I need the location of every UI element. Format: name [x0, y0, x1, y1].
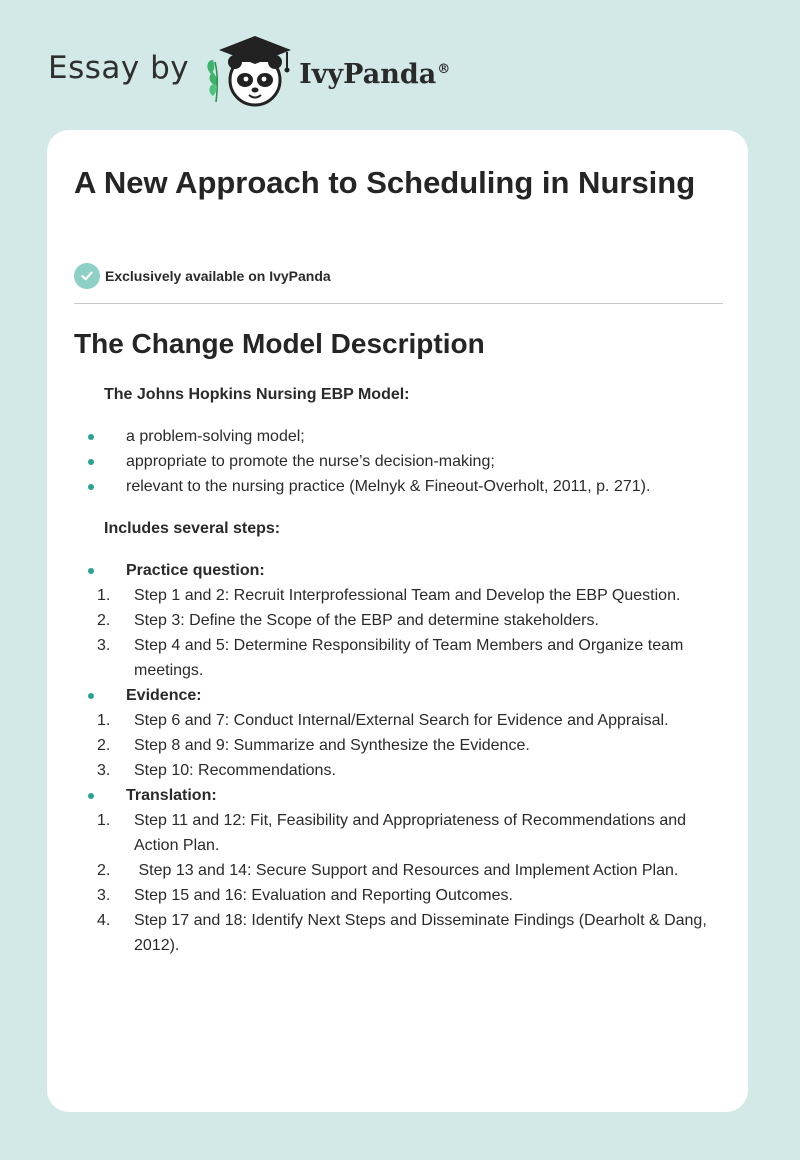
step-number: 3. — [97, 762, 111, 779]
step-item — [74, 583, 724, 608]
phase-item — [74, 783, 724, 958]
phase-title: Evidence: — [126, 687, 202, 704]
step-text: Step 11 and 12: Fit, Feasibility and Appropriateness of Recommendations and Action Plan. — [134, 812, 687, 854]
list-item: relevant to the nursing practice (Melnyk & Fineout-Overholt, 2011, p. 271). — [74, 474, 724, 499]
panda-graduate-icon — [203, 34, 299, 110]
step-list — [74, 708, 724, 783]
step-item — [74, 733, 724, 758]
step-number: 1. — [97, 587, 111, 604]
brand-name-text: IvyPanda — [299, 58, 437, 90]
step-item — [74, 633, 724, 683]
exclusive-label: Exclusively available on IvyPanda — [105, 268, 331, 284]
model-points-list — [74, 424, 724, 499]
step-text: Step 4 and 5: Determine Responsibility of Team Members and Organize team meetings. — [134, 637, 684, 679]
step-item — [74, 883, 724, 908]
step-item — [74, 858, 724, 883]
step-list — [74, 583, 724, 683]
step-number: 2. — [97, 612, 111, 629]
step-number: 1. — [97, 812, 111, 829]
brand-prefix: Essay by — [48, 50, 190, 86]
step-item — [74, 708, 724, 733]
step-number: 3. — [97, 887, 111, 904]
brand-name — [299, 59, 450, 90]
registered-mark: ® — [437, 61, 451, 77]
site-brand[interactable] — [48, 34, 450, 110]
step-text: Step 1 and 2: Recruit Interprofessional Team and Develop the EBP Question. — [134, 587, 681, 604]
step-number: 4. — [97, 912, 111, 929]
step-number: 2. — [97, 737, 111, 754]
step-number: 3. — [97, 637, 111, 654]
essay-card — [47, 130, 748, 1112]
step-text: Step 13 and 14: Secure Support and Resources and Implement Action Plan. — [134, 862, 679, 879]
essay-body — [74, 382, 724, 958]
step-text: Step 10: Recommendations. — [134, 762, 336, 779]
step-list — [74, 808, 724, 958]
step-text: Step 8 and 9: Summarize and Synthesize the Evidence. — [134, 737, 530, 754]
phase-title: Translation: — [126, 787, 217, 804]
step-item — [74, 908, 724, 958]
step-item — [74, 608, 724, 633]
exclusive-badge — [74, 263, 331, 289]
step-number: 1. — [97, 712, 111, 729]
list-item: a problem-solving model; — [74, 424, 724, 449]
phase-item — [74, 558, 724, 683]
step-item — [74, 758, 724, 783]
page-title: A New Approach to Scheduling in Nursing — [74, 165, 696, 200]
phases-list — [74, 558, 724, 958]
divider — [74, 303, 723, 304]
step-text: Step 3: Define the Scope of the EBP and determine stakeholders. — [134, 612, 599, 629]
list-item: appropriate to promote the nurse’s decision-making; — [74, 449, 724, 474]
step-number: 2. — [97, 862, 111, 879]
check-icon — [74, 263, 100, 289]
step-text: Step 6 and 7: Conduct Internal/External Search for Evidence and Appraisal. — [134, 712, 669, 729]
step-item — [74, 808, 724, 858]
step-text: Step 15 and 16: Evaluation and Reporting Outcomes. — [134, 887, 513, 904]
section-heading: The Change Model Description — [74, 328, 485, 359]
phase-item — [74, 683, 724, 783]
step-text: Step 17 and 18: Identify Next Steps and Disseminate Findings (Dearholt & Dang, 2012). — [134, 912, 707, 954]
phase-title: Practice question: — [126, 562, 265, 579]
model-intro: The Johns Hopkins Nursing EBP Model: — [104, 386, 410, 403]
steps-intro: Includes several steps: — [104, 520, 281, 537]
